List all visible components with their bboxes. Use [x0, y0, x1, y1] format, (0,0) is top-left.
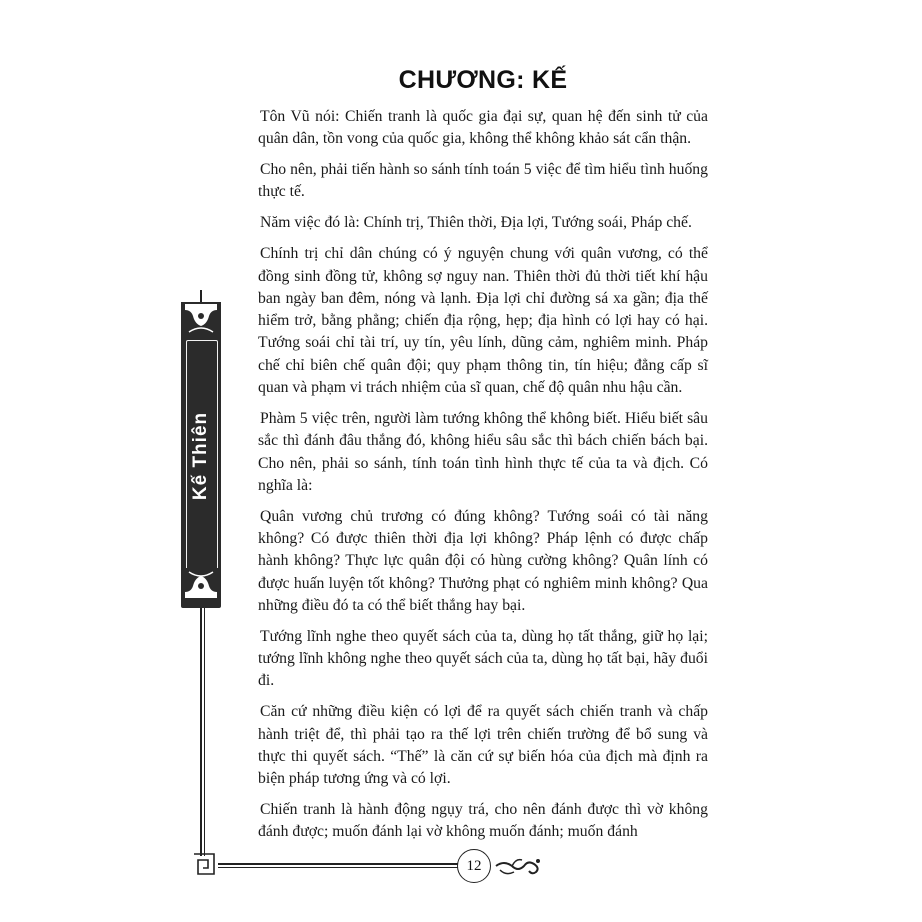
- paragraph: [258, 212, 708, 234]
- paragraph: [258, 799, 708, 844]
- corner-fret-ornament-icon: [190, 850, 220, 880]
- paragraph-text: Phàm 5 việc trên, người làm tướng không thể không biết. Hiểu biết sâu sắc thì đánh đâu thắng đó, không hiểu sâu sắc thì bách chiến bách bại. Cho nên, phải so sánh, tính toán tình hình thực tế của ta và địch. Có nghĩa là:: [258, 409, 708, 494]
- paragraph-text: Chính trị chỉ dân chúng có ý nguyện chung với quân vương, có thể đồng sinh đồng tử, không sợ nguy nan. Thiên thời đủ thời tiết khí hậu ban ngày ban đêm, nóng và lạnh. Địa lợi chỉ đường sá xa gần; địa thế hiểm trở, bằng phẳng; chiến địa rộng, hẹp; địa hình có lợi hay có hại. Tướng soái chỉ tài trí, uy tín, yêu lính, dũng cảm, nghiêm minh. Pháp chế chỉ biên chế quân đội; quy phạm thông tin, tín hiệu; đẳng cấp sĩ quan và phạm vi trách nhiệm của sĩ quan, chế độ quân nhu hậu cần.: [258, 245, 708, 397]
- paragraph-text: Tôn Vũ nói: Chiến tranh là quốc gia đại sự, quan hệ đến sinh tử của quân dân, tồn vong của quốc gia, không thể không khảo sát cẩn thận.: [258, 108, 708, 148]
- side-rule-vertical-inner: [204, 606, 205, 856]
- page-number: 12: [457, 849, 491, 883]
- paragraph: [258, 701, 708, 790]
- footer-rule: [218, 863, 458, 865]
- side-tab-top-ornament-icon: [181, 296, 221, 340]
- paragraph: [258, 243, 708, 399]
- footer-rule-inner: [218, 867, 458, 868]
- paragraph-text: Căn cứ những điều kiện có lợi để ra quyết sách chiến tranh và chấp hành triệt để, thì phải tạo ra thế lợi trên chiến trường để bổ sung và thực thi quyết sách. “Thế” là căn cứ sự biến hóa của địch mà định ra biện pháp tương ứng và có lợi.: [258, 703, 708, 788]
- paragraph: [258, 506, 708, 617]
- chapter-title: CHƯƠNG: KẾ: [398, 66, 568, 94]
- paragraph-text: Chiến tranh là hành động ngụy trá, cho nên đánh được thì vờ không đánh được; muốn đánh lại vờ không muốn đánh; muốn đánh: [258, 801, 708, 841]
- paragraph: [258, 106, 708, 151]
- paragraph: [258, 626, 708, 693]
- body-text: [258, 106, 708, 852]
- paragraph-text: Cho nên, phải tiến hành so sánh tính toán 5 việc để tìm hiểu tình huống thực tế.: [258, 161, 708, 201]
- paragraph-text: Năm việc đó là: Chính trị, Thiên thời, Địa lợi, Tướng soái, Pháp chế.: [260, 214, 692, 232]
- paragraph-text: Tướng lĩnh nghe theo quyết sách của ta, dùng họ tất thắng, giữ họ lại; tướng lĩnh không nghe theo quyết sách của ta, dùng họ tất bại, hãy đuổi đi.: [258, 627, 708, 690]
- side-tab-label: Kế Thiên: [190, 411, 211, 501]
- swirl-ornament-icon: [494, 852, 544, 880]
- side-rule-vertical: [200, 606, 202, 856]
- paragraph-text: Quân vương chủ trương có đúng không? Tướng soái có tài năng không? Có được thiên thời địa lợi không? Pháp lệnh có được chấp hành không? Thực lực quân đội có hùng cường không? Quân lính có được huấn luyện tốt không? Thưởng phạt có nghiêm minh không? Qua những điều đó ta có thể biết thắng hay bại.: [258, 507, 708, 614]
- side-tab-bottom-ornament-icon: [181, 568, 221, 608]
- paragraph: [258, 408, 708, 497]
- paragraph: [258, 159, 708, 204]
